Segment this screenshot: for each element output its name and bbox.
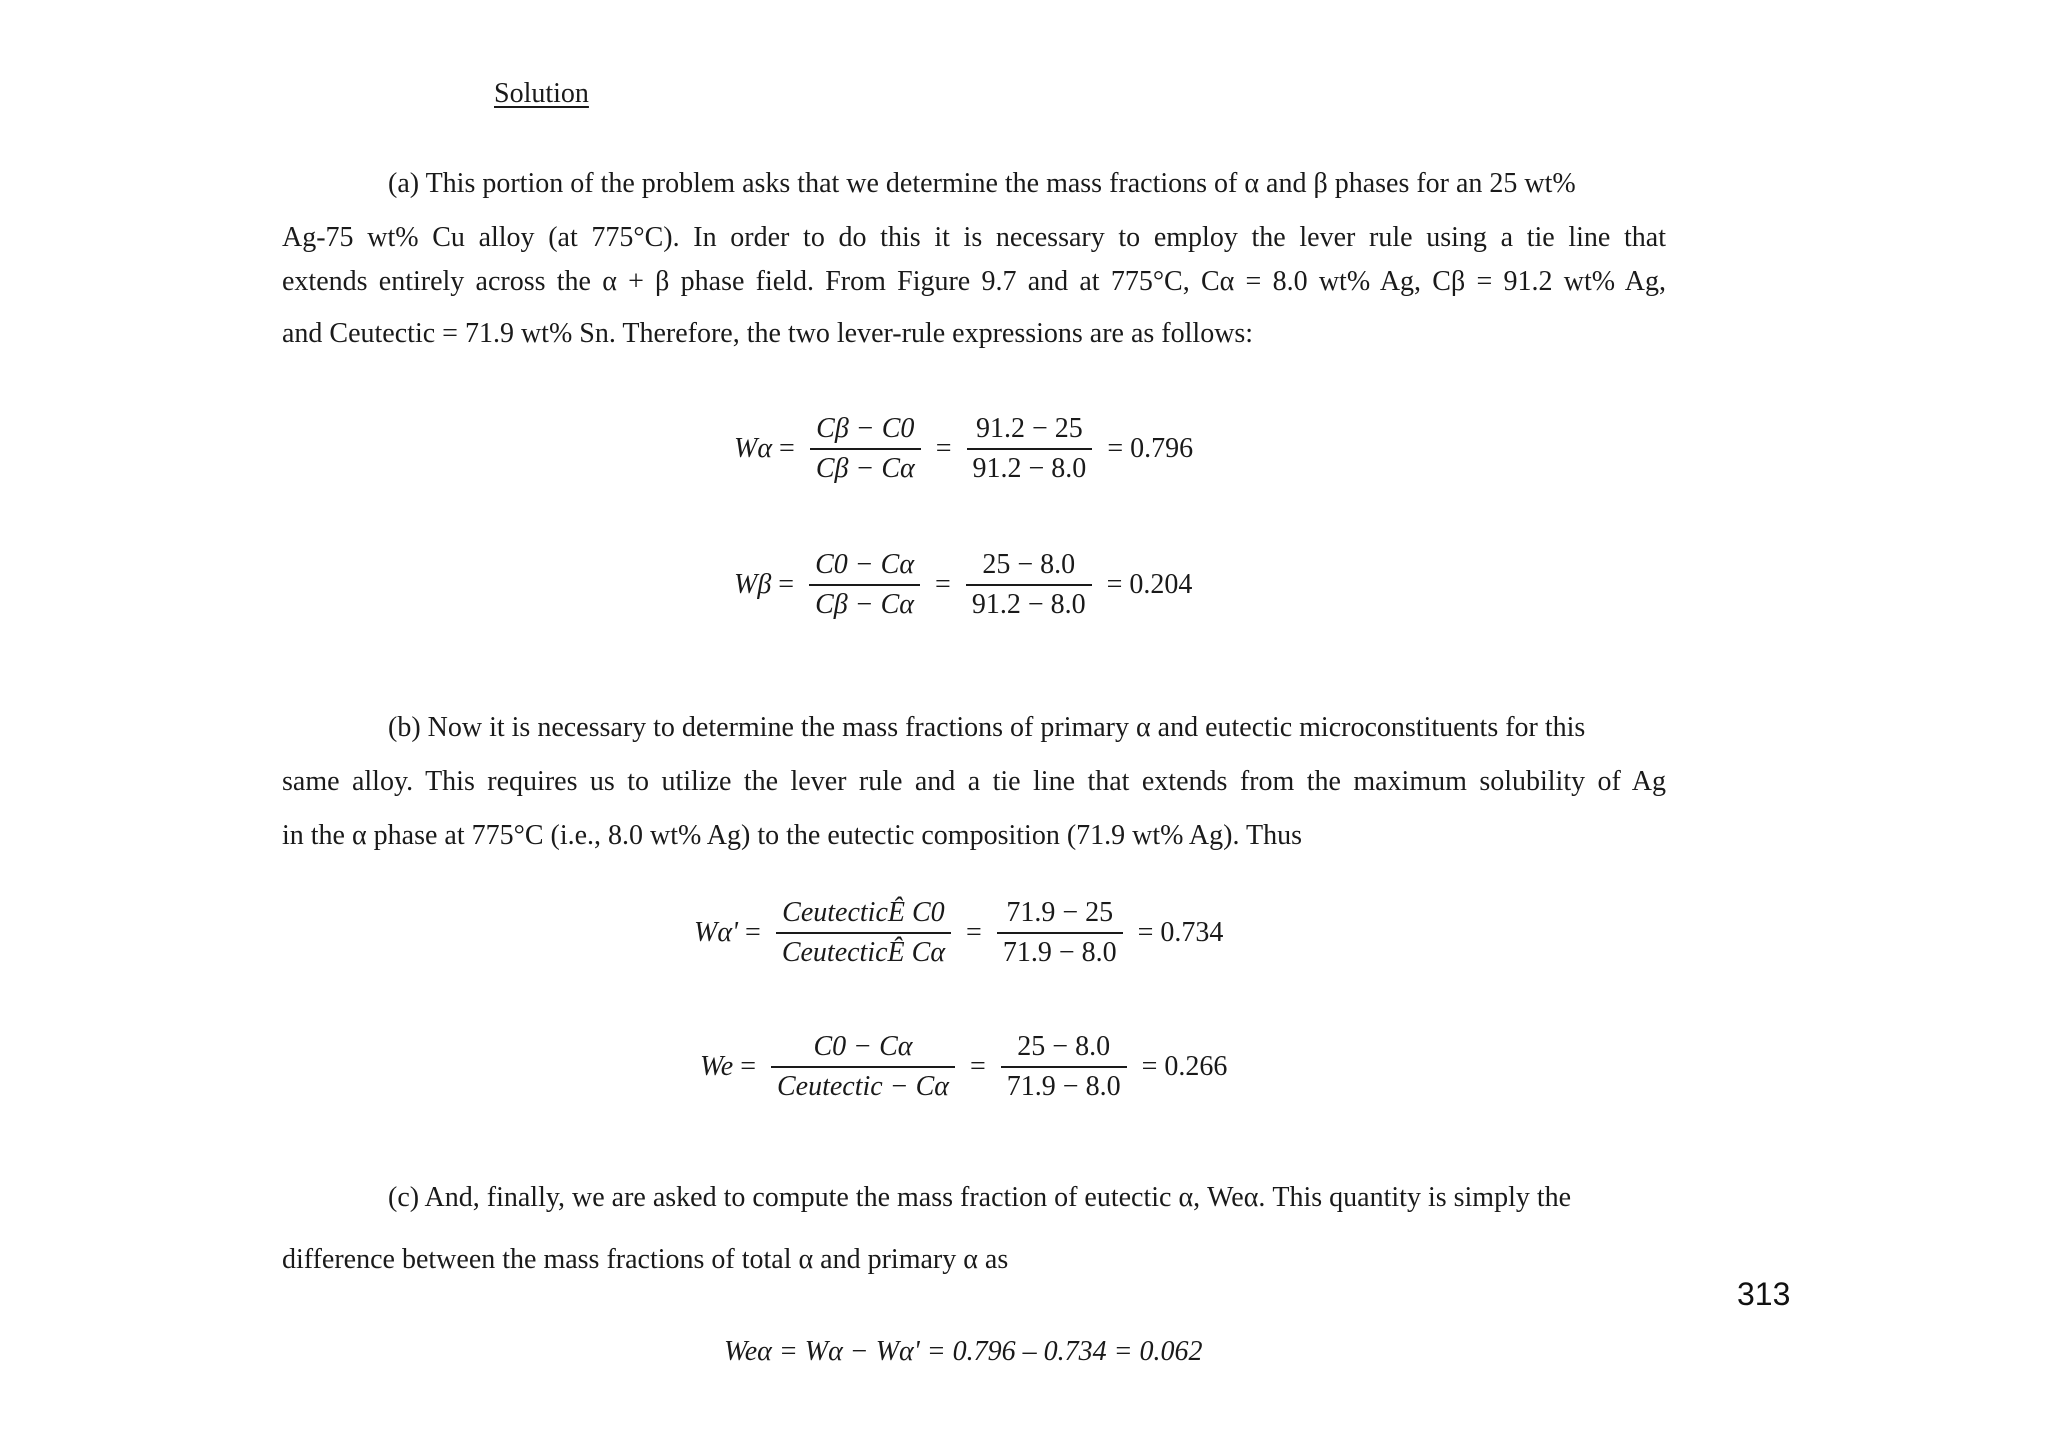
- eq2-symbolic-denominator: Cβ − Cα: [815, 589, 914, 620]
- eq3-numeric-numerator: 71.9 − 25: [997, 894, 1123, 934]
- eq4-numeric-fraction: [1001, 1028, 1127, 1106]
- part-a-line-3: extends entirely across the α + β phase field. From Figure 9.7 and at 775°C, Cα = 8.0 wt% Ag, Cβ = 91.2 wt% Ag,: [282, 266, 1666, 297]
- eq4-result: = 0.266: [1141, 1051, 1228, 1082]
- equation-w-eutectic: We = $\frac{C0 - C\alpha}{\text{Ceutectic − Cα}}$ = $\frac{25 - 8.0}{71.9 - 8.0}$ = 0.266: [700, 1028, 1227, 1106]
- eq1-numeric-denominator: 91.2 − 8.0: [972, 453, 1087, 484]
- eq1-lhs: Wα: [734, 433, 773, 464]
- eq4-numeric-denominator: 71.9 − 8.0: [1006, 1071, 1121, 1102]
- part-a-line-4: and Ceutectic = 71.9 wt% Sn. Therefore, the two lever-rule expressions are as follows:: [282, 318, 1254, 349]
- eq2-symbolic-fraction: [809, 546, 920, 624]
- eq2-numeric-denominator: 91.2 − 8.0: [971, 589, 1086, 620]
- eq2-lhs: Wβ: [734, 569, 772, 600]
- eq3-result: = 0.734: [1137, 917, 1224, 948]
- eq3-numeric-denominator: 71.9 − 8.0: [1002, 937, 1117, 968]
- eq2-result: = 0.204: [1106, 569, 1193, 600]
- eq3-numeric-fraction: [997, 894, 1123, 972]
- solution-heading: Solution: [494, 78, 589, 109]
- eq1-numeric-numerator: 91.2 − 25: [967, 410, 1093, 450]
- equation-w-eutectic-alpha: Weα = Wα − Wα' = 0.796 – 0.734 = 0.062: [724, 1336, 1203, 1367]
- part-b-line-3: in the α phase at 775°C (i.e., 8.0 wt% Ag) to the eutectic composition (71.9 wt% Ag). Thus: [282, 820, 1302, 851]
- eq1-result: = 0.796: [1107, 433, 1194, 464]
- eq1-numeric-fraction: [967, 410, 1093, 488]
- eq4-lhs: We: [700, 1051, 734, 1082]
- eq4-symbolic-fraction: [771, 1028, 955, 1106]
- equation-w-alpha-prime: Wα' = $\frac{\text{CeutecticÊ C0}}{\text{CeutecticÊ Cα}}$ = $\frac{71.9 - 25}{71.9 - 8.0}$ = 0.734: [694, 894, 1223, 972]
- eq3-lhs: Wα': [694, 917, 739, 948]
- eq4-numeric-numerator: 25 − 8.0: [1001, 1028, 1127, 1068]
- part-b-line-2: same alloy. This requires us to utilize the lever rule and a tie line that extends from the maximum solubility of Ag: [282, 766, 1666, 797]
- eq4-symbolic-numerator: C0 − Cα: [771, 1028, 955, 1068]
- part-c-line-1: (c) And, finally, we are asked to compute the mass fraction of eutectic α, Weα. This quantity is simply the: [388, 1182, 1572, 1213]
- eq4-symbolic-denominator: Ceutectic − Cα: [776, 1071, 949, 1102]
- eq1-symbolic-denominator: Cβ − Cα: [815, 453, 915, 484]
- eq1-symbolic-fraction: [810, 410, 921, 488]
- part-c-line-2: difference between the mass fractions of total α and primary α as: [282, 1244, 1009, 1275]
- equation-w-alpha: Wα = $\frac{C\beta - C0}{C\beta - C\alpha}$ = $\frac{91.2 - 25}{91.2 - 8.0}$ = 0.796: [734, 410, 1193, 488]
- page-number: 313: [1737, 1276, 1791, 1312]
- part-a-line-2: Ag-75 wt% Cu alloy (at 775°C). In order to do this it is necessary to employ the lever rule using a tie line that: [282, 222, 1666, 253]
- equation-w-beta: Wβ = $\frac{C0 - C\alpha}{C\beta - C\alpha}$ = $\frac{25 - 8.0}{91.2 - 8.0}$ = 0.204: [734, 546, 1192, 624]
- eq2-symbolic-numerator: C0 − Cα: [809, 546, 920, 586]
- part-b-line-1: (b) Now it is necessary to determine the mass fractions of primary α and eutectic microconstituents for this: [388, 712, 1586, 743]
- eq3-symbolic-fraction: [776, 894, 951, 972]
- eq2-numeric-fraction: [966, 546, 1092, 624]
- eq3-symbolic-denominator: CeutecticÊ Cα: [781, 937, 946, 968]
- part-a-line-1: (a) This portion of the problem asks that we determine the mass fractions of α and β phases for an 25 wt%: [388, 168, 1576, 199]
- eq3-symbolic-numerator: CeutecticÊ C0: [776, 894, 951, 934]
- eq2-numeric-numerator: 25 − 8.0: [966, 546, 1092, 586]
- eq1-symbolic-numerator: Cβ − C0: [810, 410, 921, 450]
